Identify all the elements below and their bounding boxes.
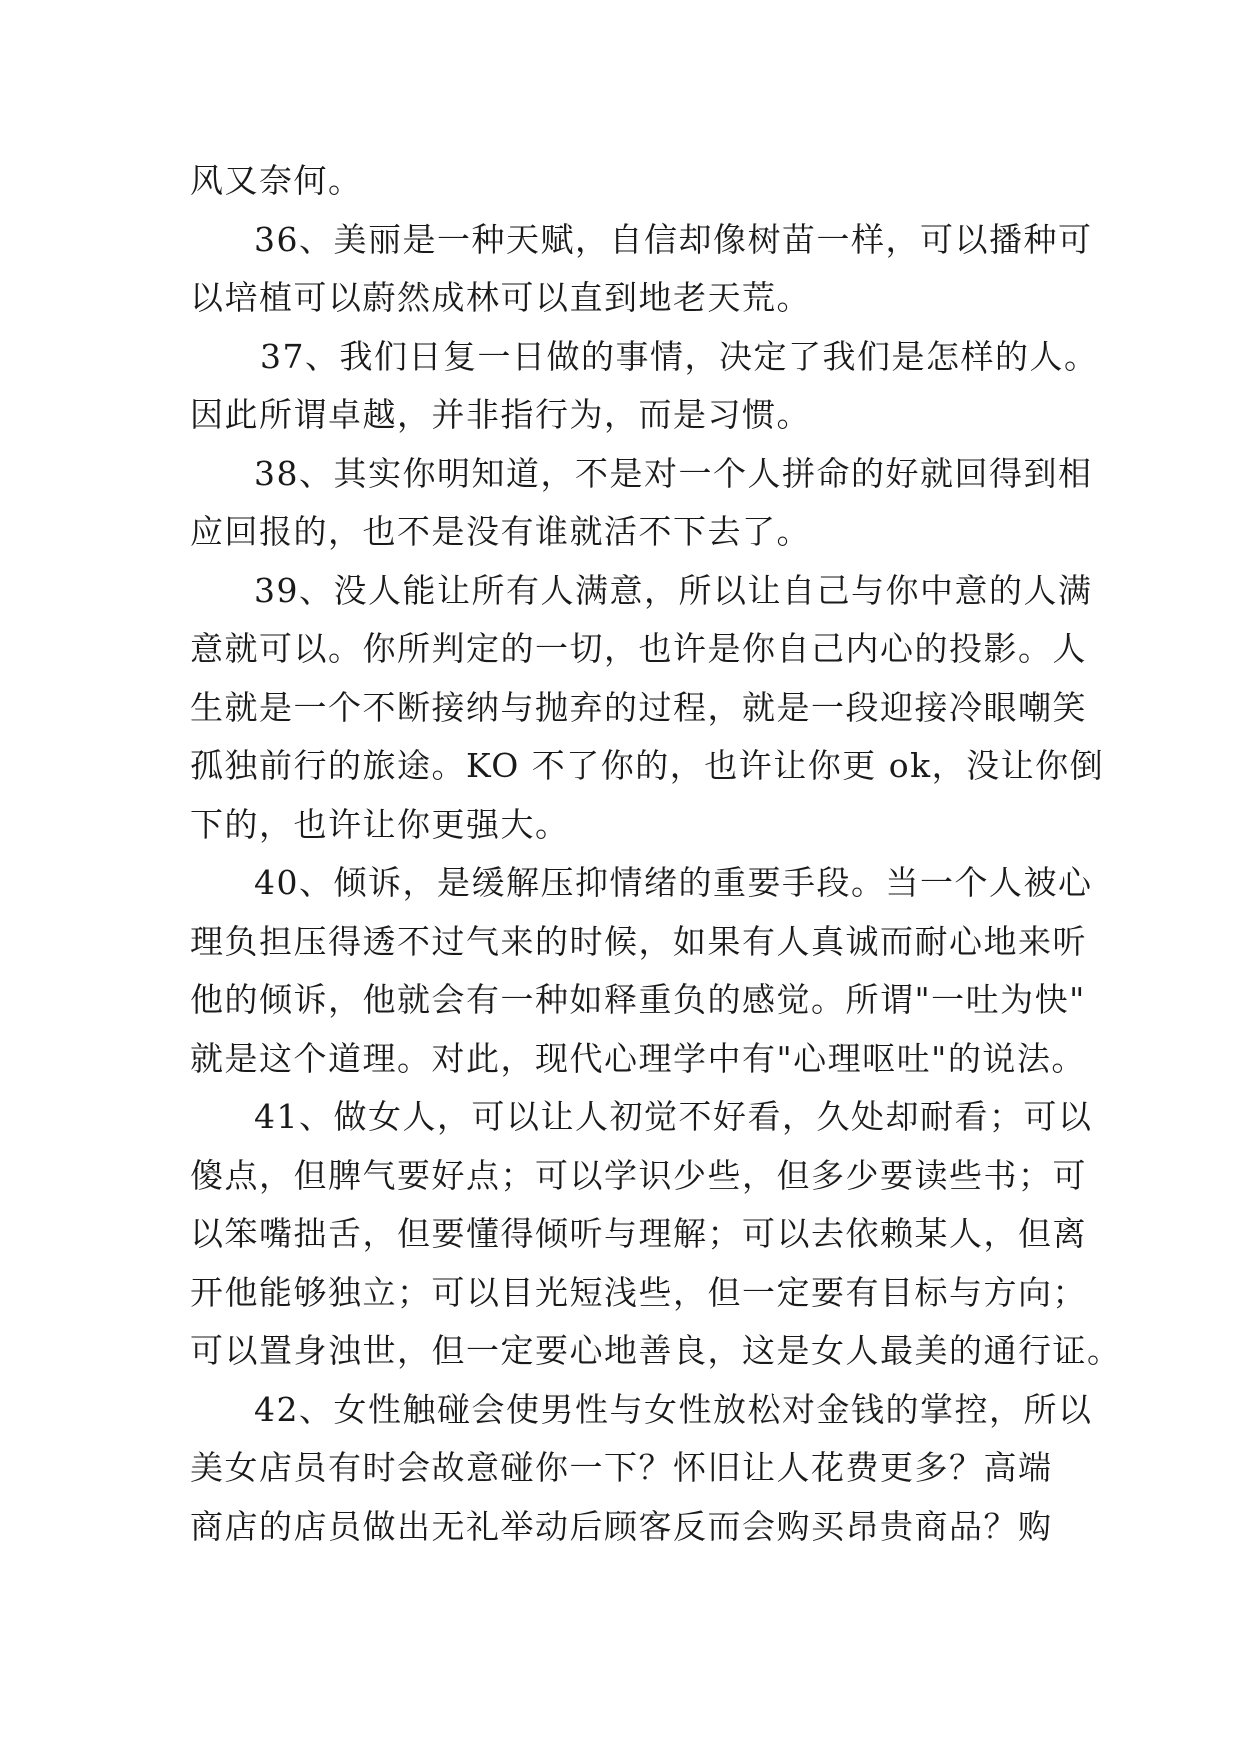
- text-line: 意就可以。你所判定的一切，也许是你自己内心的投影。人: [190, 629, 1087, 668]
- text-line: 36、美丽是一种天赋，自信却像树苗一样，可以播种可: [254, 219, 1093, 259]
- text-line: 生就是一个不断接纳与抛弃的过程，就是一段迎接冷眼嘲笑: [190, 687, 1087, 727]
- text-line: 因此所谓卓越，并非指行为，而是习惯。: [190, 395, 811, 434]
- text-line: 可以置身浊世，但一定要心地善良，这是女人最美的通行证。: [190, 1331, 1122, 1370]
- text-line: 以笨嘴拙舌，但要懂得倾听与理解；可以去依赖某人，但离: [190, 1214, 1087, 1253]
- paragraph-39: [190, 562, 1105, 855]
- text-line: 以培植可以蔚然成林可以直到地老天荒。: [190, 278, 811, 317]
- text-line: 傻点，但脾气要好点；可以学识少些，但多少要读些书；可: [190, 1155, 1087, 1195]
- text-line: 风又奈何。: [190, 161, 363, 200]
- text-line: 40、倾诉，是缓解压抑情绪的重要手段。当一个人被心: [254, 863, 1093, 902]
- text-line: 开他能够独立；可以目光短浅些，但一定要有目标与方向；: [190, 1272, 1087, 1312]
- text-line: 商店的店员做出无礼举动后顾客反而会购买昂贵商品？购: [190, 1506, 1053, 1546]
- text-line: 就是这个道理。对此，现代心理学中有"心理呕吐"的说法。: [190, 1038, 1086, 1078]
- text-line: 39、没人能让所有人满意，所以让自己与你中意的人满: [254, 570, 1093, 610]
- paragraph-42: [190, 1381, 1093, 1557]
- paragraph-35-tail: [190, 152, 1070, 211]
- text-line: 孤独前行的旅途。KO 不了你的，也许让你更 ok，没让你倒: [190, 746, 1105, 785]
- text-line: 42、女性触碰会使男性与女性放松对金钱的掌控，所以: [254, 1389, 1093, 1429]
- text-line: 他的倾诉，他就会有一种如释重负的感觉。所谓"一吐为快": [190, 980, 1086, 1019]
- paragraph-40: [190, 854, 1093, 1088]
- paragraph-36: [190, 211, 1093, 328]
- paragraph-37: [190, 328, 1099, 445]
- text-line: 41、做女人，可以让人初觉不好看，久处却耐看；可以: [254, 1097, 1093, 1136]
- document-body: [190, 152, 1122, 1556]
- text-line: 应回报的，也不是没有谁就活不下去了。: [190, 512, 811, 551]
- text-line: 38、其实你明知道，不是对一个人拼命的好就回得到相: [254, 453, 1093, 493]
- text-line: 37、我们日复一日做的事情，决定了我们是怎样的人。: [260, 336, 1099, 376]
- paragraph-41: [190, 1088, 1122, 1381]
- text-line: 下的，也许让你更强大。: [190, 804, 570, 844]
- paragraph-38: [190, 445, 1093, 562]
- text-line: 理负担压得透不过气来的时候，如果有人真诚而耐心地来听: [190, 921, 1087, 961]
- text-line: 美女店员有时会故意碰你一下？怀旧让人花费更多？高端: [190, 1448, 1053, 1487]
